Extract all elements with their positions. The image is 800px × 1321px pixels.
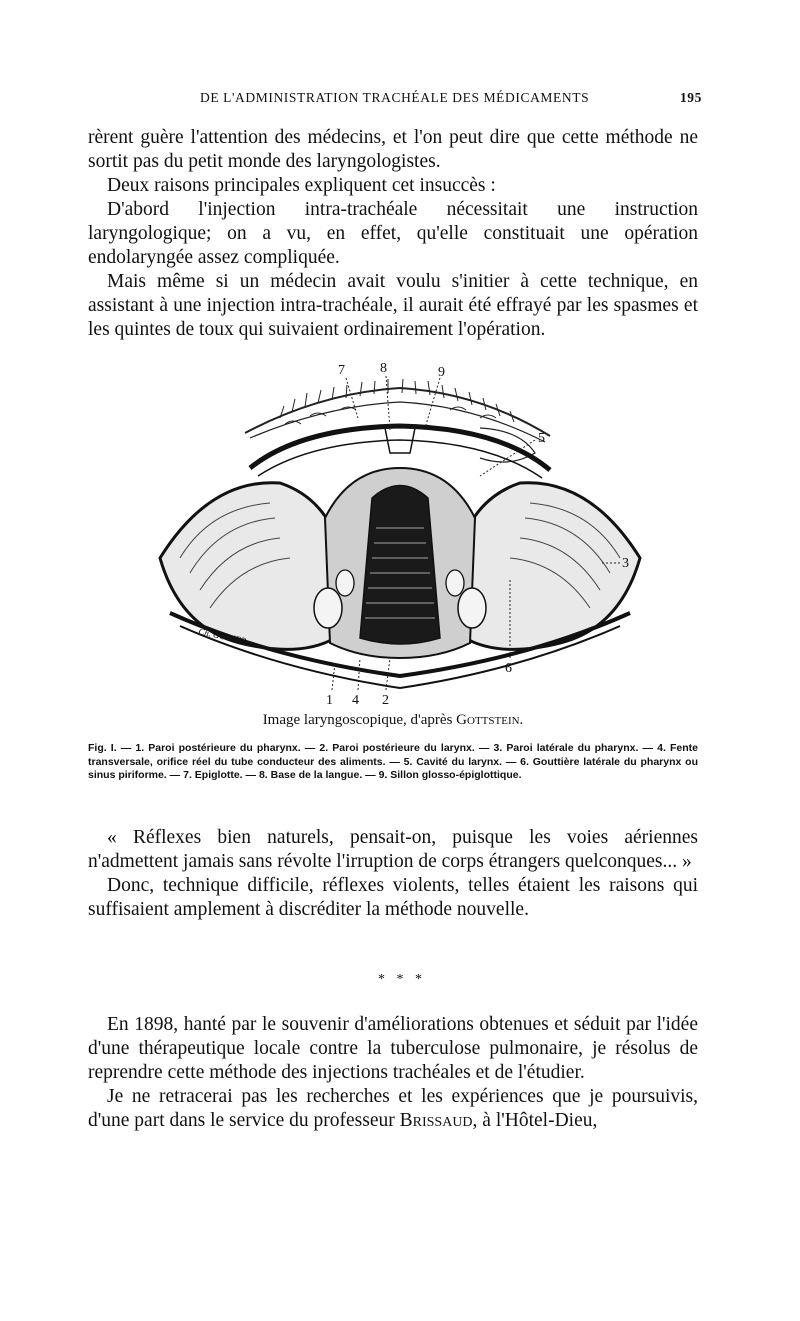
section-separator xyxy=(0,966,800,1006)
paragraph: Donc, technique difficile, réflexes violents, telles étaient les raisons qui suffisaient amplement à discréditer la méthode nouvelle. xyxy=(88,875,698,920)
text-block-middle xyxy=(88,826,698,922)
laryngoscopic-figure xyxy=(150,358,650,718)
label-5: 5 xyxy=(538,431,545,446)
caption-prefix: Image laryngoscopique, d'après xyxy=(262,712,453,728)
caption-author: Gottstein. xyxy=(456,712,524,728)
person-name-brissaud: Brissaud xyxy=(399,1110,473,1131)
label-2: 2 xyxy=(382,693,389,708)
text-block-top xyxy=(88,126,698,342)
paragraph: Deux raisons principales expliquent cet insuccès : xyxy=(107,175,496,196)
running-title: DE L'ADMINISTRATION TRACHÉALE DES MÉDICAMENTS xyxy=(200,90,590,105)
label-7: 7 xyxy=(338,363,345,378)
label-9: 9 xyxy=(438,365,445,380)
label-8: 8 xyxy=(380,361,387,376)
paragraph: rèrent guère l'attention des médecins, et l'on peut dire que cette méthode ne sortit pas du petit monde des laryngologistes. xyxy=(88,127,698,172)
figure-caption xyxy=(88,712,698,729)
separator-text: * * * xyxy=(378,972,426,987)
tongue-base-drawing xyxy=(245,379,550,462)
label-3: 3 xyxy=(622,556,629,571)
label-1: 1 xyxy=(326,693,333,708)
paragraph-text: Je ne retracerai pas les recherches et les expériences que je poursuivis, d'une part dans le service du professeur xyxy=(88,1086,698,1131)
paragraph: D'abord l'injection intra-trachéale nécessitait une instruction laryngologique; on a vu, en effet, qu'elle constituait une opération endolaryngée assez compliquée. xyxy=(88,199,698,268)
engraver-signature: Ch. GODIER xyxy=(197,626,248,647)
larynx-illustration xyxy=(150,358,650,718)
paragraph xyxy=(88,1085,698,1133)
paragraph: En 1898, hanté par le souvenir d'améliorations obtenues et séduit par l'idée d'une thérapeutique locale contre la tuberculose pulmonaire, je résolus de reprendre cette méthode des injections trachéales et de l'étudier. xyxy=(88,1014,698,1083)
larynx-cavity-drawing xyxy=(314,468,486,658)
label-4: 4 xyxy=(352,693,359,708)
paragraph-text-end: , à l'Hôtel-Dieu, xyxy=(472,1110,598,1131)
paragraph: Mais même si un médecin avait voulu s'initier à cette technique, en assistant à une injection intra-trachéale, il aurait été effrayé par les spasmes et les quintes de toux qui suivaient ordinairement l'opération. xyxy=(88,271,698,340)
text-block-bottom xyxy=(88,1013,698,1133)
figure-legend: Fig. I. — 1. Paroi postérieure du pharynx. — 2. Paroi postérieure du larynx. — 3. Paroi latérale du pharynx. — 4. Fente transversale, orifice réel du tube conducteur des aliments. — 5. Cavité du larynx. — 6. Gouttière latérale du pharynx ou sinus piriforme. — 7. Epiglotte. — 8. Base de la langue. — 9. Sillon glosso-épiglottique. xyxy=(88,742,698,781)
paragraph: « Réflexes bien naturels, pensait-on, puisque les voies aériennes n'admettent jamais sans révolte l'irruption de corps étrangers quelconques... » xyxy=(88,827,698,872)
page-number: 195 xyxy=(679,90,702,105)
label-6: 6 xyxy=(505,661,512,676)
